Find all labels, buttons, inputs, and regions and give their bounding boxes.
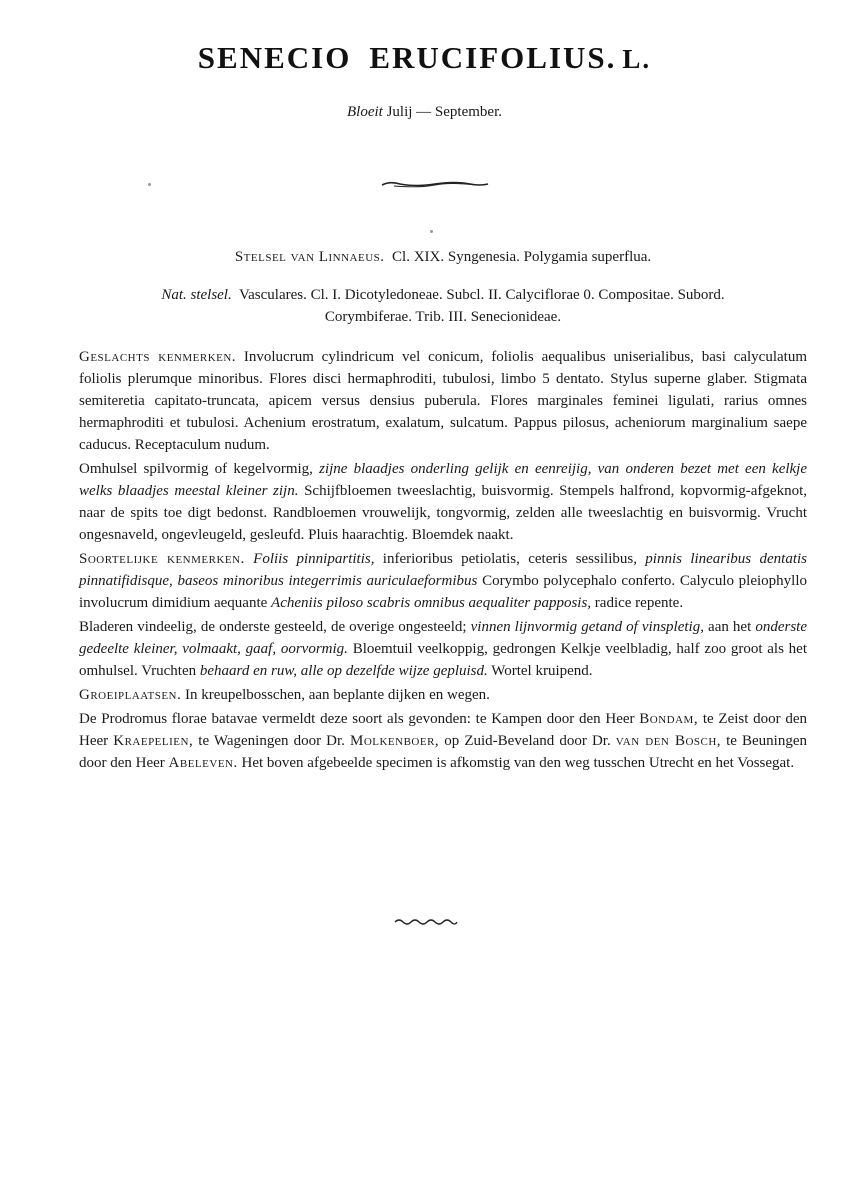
text-run: te Wageningen door Dr. (198, 733, 345, 749)
natural-system (79, 284, 807, 328)
genus-characters (79, 346, 807, 456)
text-run: Omhulsel spilvormig of kegelvormig, (79, 461, 313, 477)
text-run: Wortel kruipend. (491, 663, 593, 679)
italic-run: behaard en ruw, alle op dezelfde wijze gepluisd. (199, 663, 488, 679)
genus-text: Involucrum cylindricum vel conicum, foliolis aequalibus uniserialibus, basi calyculatum foliolis plerumque minoribus. Flores disci hermaphroditi, tubulosi, limbo 5 dentato. Stylus superne glaber. Stigmata semiteretia capitato-truncata, apicem versus densius puberula. Flores marginales feminei ligulati, rarius omnes hermaphroditi et tubulosi. Achenium erostratum, exalatum, sulcatum. Pappus pilosus, acheniorum marginalium saepe caducus. Receptaculum nudum. (79, 349, 807, 453)
person-name: van den Bosch, (615, 733, 722, 749)
person-name: Kraepelien, (113, 733, 194, 749)
italic-run: Foliis pinnipartitis, (253, 551, 375, 567)
title-species: ERUCIFOLIUS. (369, 40, 617, 75)
species-dutch (79, 616, 807, 682)
person-name: Abeleven. (168, 755, 238, 771)
text-run: aan het (708, 619, 752, 635)
text-run: te Zeist door den Heer (79, 711, 808, 749)
flowering-text: Julij — September. (386, 104, 502, 120)
italic-run: Acheniis piloso scabris omnibus aequaliter papposis, (271, 595, 592, 611)
prodromus-note (79, 708, 807, 774)
habitat-text: In kreupelbosschen, aan beplante dijken en wegen. (185, 687, 490, 703)
title-genus: SENECIO (197, 40, 352, 75)
italic-run: pinnis linearibus dentatis pinnatifidisque, baseos minoribus integerrimis auriculaeformibus (79, 551, 807, 589)
natural-line-2: Corymbiferae. Trib. III. Senecionideae. (324, 309, 562, 325)
text-run: op Zuid-Beveland door Dr. (444, 733, 611, 749)
ornament-divider-bottom (393, 915, 459, 929)
natural-label: Nat. stelsel. (161, 287, 232, 303)
text-run: Het boven afgebeelde specimen is afkomstig van den weg tusschen Utrecht en het Vossegat. (241, 755, 795, 771)
page-title (0, 40, 849, 76)
text-run: te Beuningen door den Heer (79, 733, 808, 771)
text-run: Corymbo polycephalo conferto. Calyculo pleiophyllo involucrum dimidium aequante (79, 573, 808, 611)
text-run: radice repente. (594, 595, 684, 611)
text-run: Bladeren vindeelig, de onderste gesteeld, de overige ongesteeld; (79, 619, 467, 635)
flowering-period (0, 104, 849, 121)
text-run: Bloemtuil veelkoppig, gedrongen Kelkje veelbladig, half zoo groot als het omhulsel. Vruchten (79, 641, 807, 679)
species-label: Soortelijke kenmerken. (79, 551, 245, 567)
person-name: Molkenboer, (349, 733, 440, 749)
habitat (79, 684, 807, 706)
speck (430, 230, 433, 233)
habitat-label: Groeiplaatsen. (79, 687, 182, 703)
linnaeus-system (79, 249, 807, 266)
main-text (79, 346, 807, 774)
linnaeus-text: Cl. XIX. Syngenesia. Polygamia superflua. (392, 249, 652, 265)
natural-line-1: Vasculares. Cl. I. Dicotyledoneae. Subcl. II. Calyciflorae 0. Compositae. Subord. (238, 287, 725, 303)
text-run: Schijfbloemen tweeslachtig, buisvormig. Stempels halfrond, kopvormig-afgeknot, naar de spits toe digt bedonst. Randbloemen vrouwelijk, tongvormig, zelden alle tweeslachtig en buisvormig. Vrucht ongesnaveld, ongevleugeld, gesleufd. Pluis haarachtig. Bloemdek naakt. (79, 483, 808, 543)
person-name: Bondam, (639, 711, 699, 727)
text-run: inferioribus petiolatis, ceteris sessilibus, (382, 551, 637, 567)
speck (148, 183, 151, 186)
flowering-label: Bloeit (347, 104, 383, 120)
genus-label: Geslachts kenmerken. (79, 349, 237, 365)
italic-run: onderste gedeelte kleiner, volmaakt, gaaf, oorvormig. (79, 619, 808, 657)
ornament-divider-top (380, 178, 490, 192)
genus-dutch (79, 458, 807, 546)
italic-run: zijne blaadjes onderling gelijk en eenreijig, van onderen bezet met een kelkje welks blaadjes meestal kleiner zijn. (79, 461, 808, 499)
title-author: L. (622, 44, 652, 74)
italic-run: vinnen lijnvormig getand of vinspletig, (470, 619, 704, 635)
linnaeus-label: Stelsel van Linnaeus. (234, 249, 385, 265)
text-run: De Prodromus florae batavae vermeldt deze soort als gevonden: te Kampen door den Heer (79, 711, 635, 727)
species-characters (79, 548, 807, 614)
